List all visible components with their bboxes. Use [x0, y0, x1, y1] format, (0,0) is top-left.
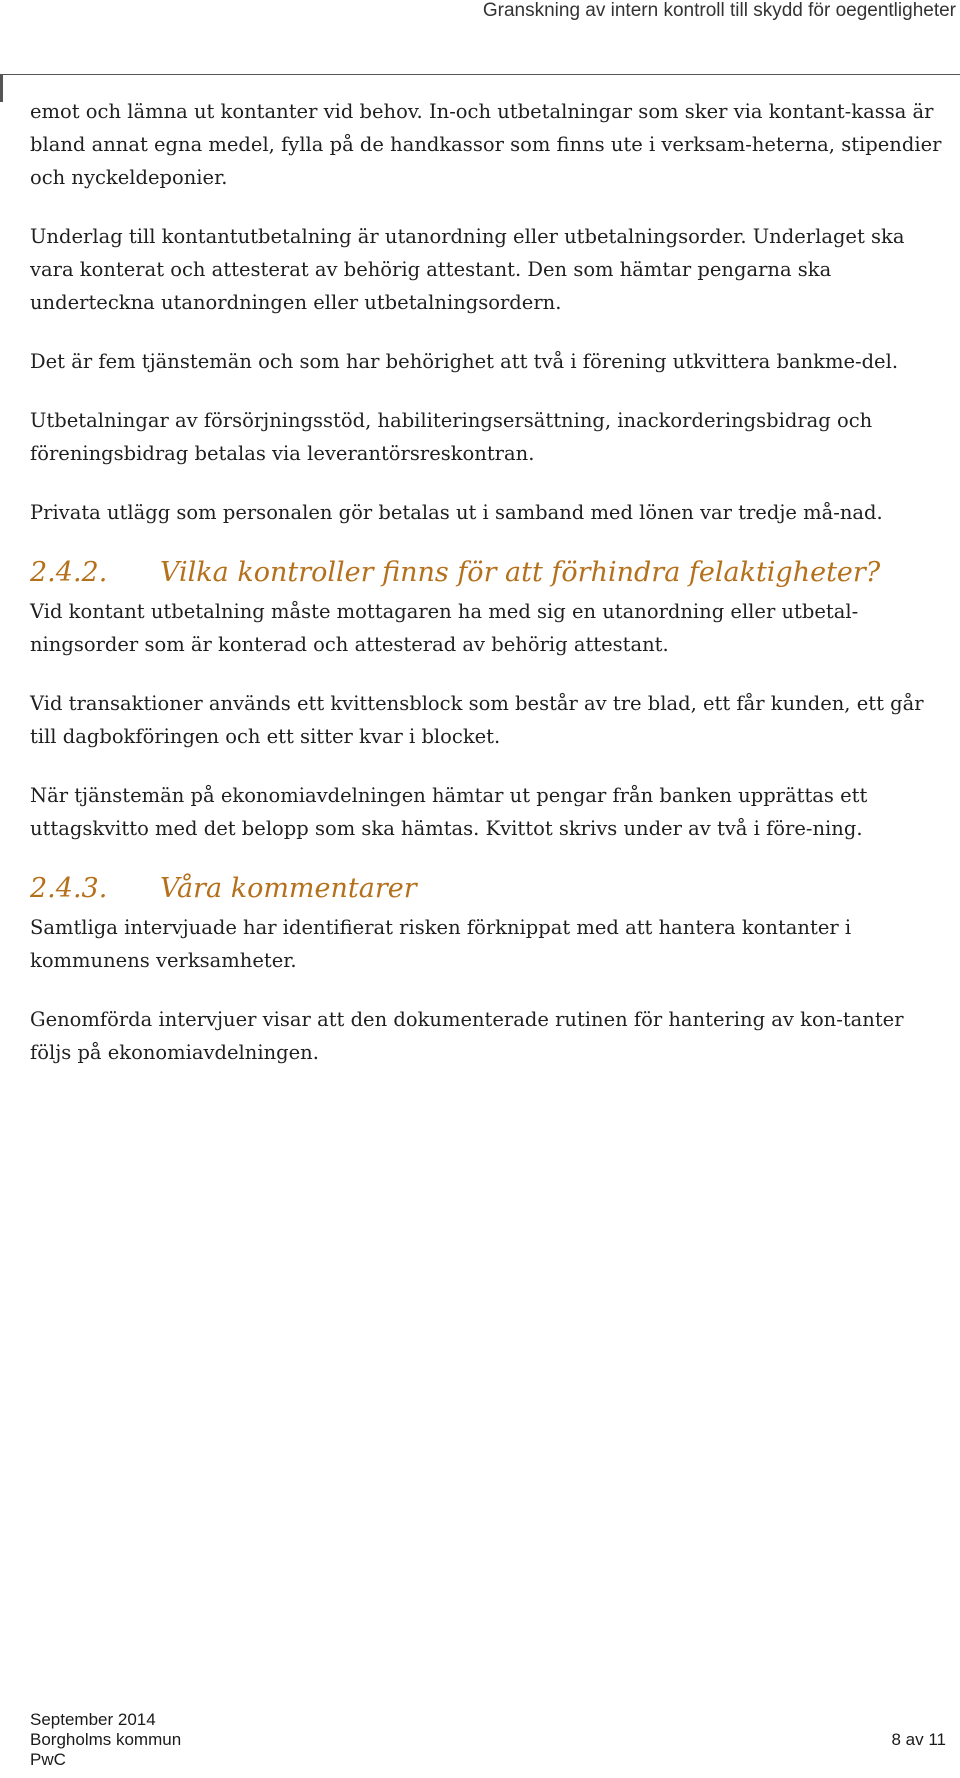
paragraph: Genomförda intervjuer visar att den dokumenterade rutinen för hantering av kon-tanter följs på ekonomiavdelningen. [30, 1008, 904, 1064]
paragraph: Vid transaktioner används ett kvittensblock som består av tre blad, ett får kunden, ett går till dagbokföringen och ett sitter kvar i blocket. [30, 692, 924, 748]
footer-date: September 2014 [30, 1710, 156, 1729]
paragraph: emot och lämna ut kontanter vid behov. In-och utbetalningar som sker via kontant-kassa är bland annat egna medel, fylla på de handkassor som finns ute i verksam-heterna, stipendier och nyckeldeponier. [30, 100, 942, 189]
paragraph: Underlag till kontantutbetalning är utanordning eller utbetalningsorder. Underlaget ska vara konterat och attesterat av behörig attestant. Den som hämtar pengarna ska underteckna utanordningen eller utbetalningsordern. [30, 225, 905, 314]
paragraph: Privata utlägg som personalen gör betalas ut i samband med lönen var tredje må-nad. [30, 501, 883, 524]
page-footer [30, 1710, 946, 1770]
section-heading-2-4-3 [30, 871, 950, 907]
paragraph: Samtliga intervjuade har identifierat risken förknippat med att hantera kontanter i kommunens verksamheter. [30, 916, 852, 972]
paragraph: Vid kontant utbetalning måste mottagaren ha med sig en utanordning eller utbetal-ningsorder som är konterad och attesterad av behörig attestant. [30, 600, 859, 656]
page-body [30, 95, 950, 1095]
section-title: Våra kommentarer [160, 873, 417, 904]
footer-organization: Borgholms kommun [30, 1730, 182, 1749]
running-header-title: Granskning av intern kontroll till skydd för oegentligheter [482, 0, 956, 21]
section-heading-2-4-2 [30, 555, 950, 591]
section-title: Vilka kontroller finns för att förhindra felaktigheter? [160, 557, 881, 588]
section-number: 2.4.2. [30, 557, 108, 588]
paragraph: Utbetalningar av försörjningsstöd, habiliteringsersättning, inackorderingsbidrag och föreningsbidrag betalas via leverantörsreskontran. [30, 409, 873, 465]
header-corner-mark [0, 74, 3, 102]
page-number: 8 av 11 [891, 1730, 946, 1749]
paragraph: När tjänstemän på ekonomiavdelningen hämtar ut pengar från banken upprättas ett uttagskvitto med det belopp som ska hämtas. Kvittot skrivs under av två i före-ning. [30, 784, 868, 840]
section-number: 2.4.3. [30, 873, 108, 904]
paragraph: Det är fem tjänstemän och som har behörighet att två i förening utkvittera bankme-del. [30, 350, 899, 373]
footer-author: PwC [30, 1750, 66, 1769]
header-rule [0, 74, 960, 75]
